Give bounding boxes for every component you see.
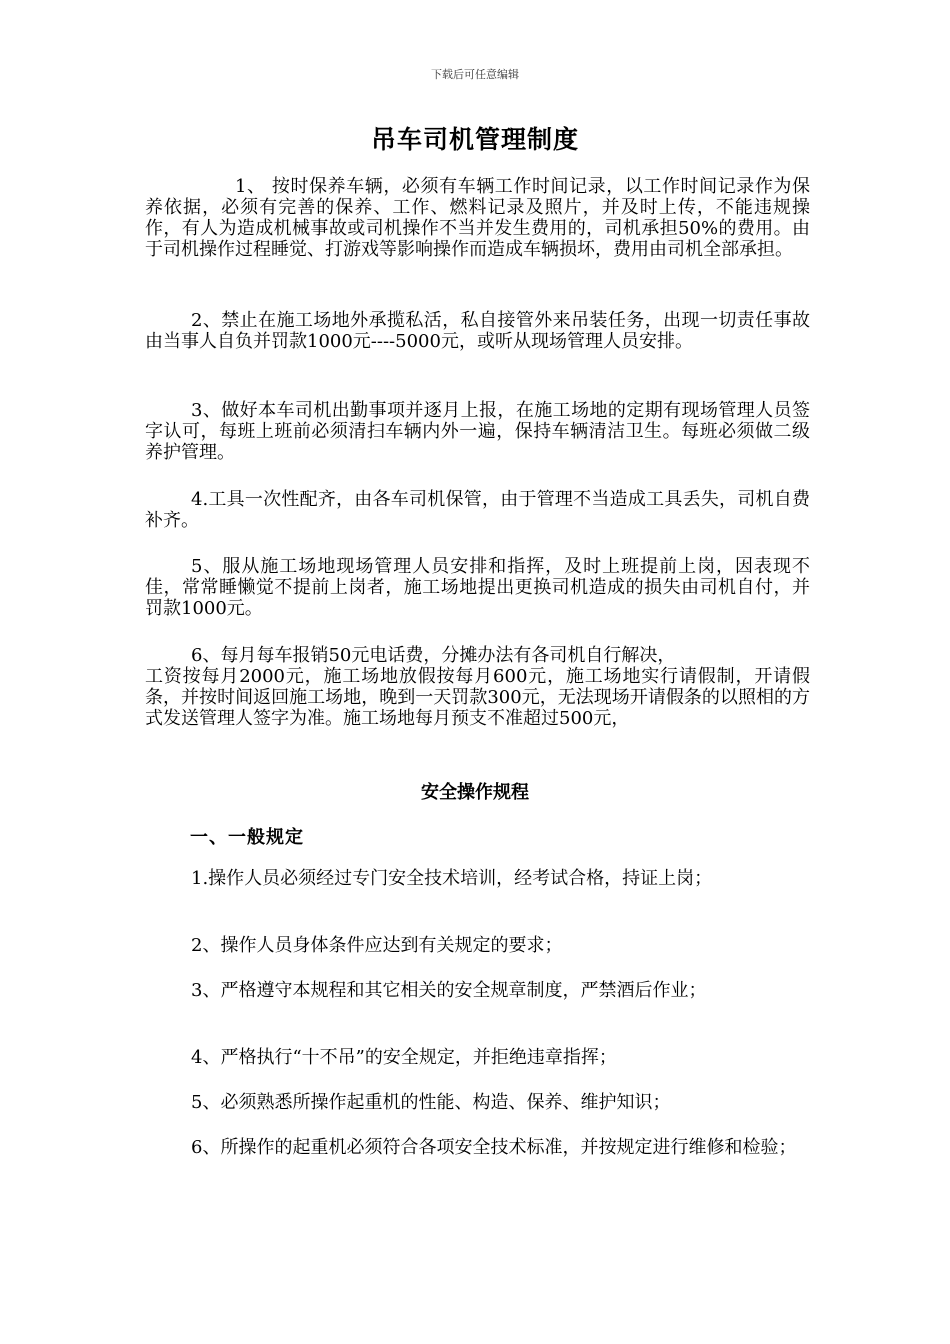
rule-4: 4、严格执行“十不吊”的安全规定，并拒绝违章指挥； (191, 1047, 617, 1068)
rule-6: 6、所操作的起重机必须符合各项安全技术标准，并按规定进行维修和检验； (191, 1137, 797, 1158)
paragraph-3: 3、做好本车司机出勤事项并逐月上报，在施工场地的定期有现场管理人员签字认可，每班上班前必须清扫车辆内外一遍，保持车辆清洁卫生。每班必须做二级养护管理。 (145, 400, 810, 463)
rule-5: 5、必须熟悉所操作起重机的性能、构造、保养、维护知识； (191, 1092, 671, 1113)
paragraph-2: 2、禁止在施工场地外承揽私活，私自接管外来吊装任务，出现一切责任事故由当事人自负并罚款1000元----5000元，或听从现场管理人员安排。 (145, 310, 810, 352)
paragraph-6 (145, 645, 810, 729)
header-note: 下载后可任意编辑 (431, 68, 519, 81)
paragraph-4: 4.工具一次性配齐，由各车司机保管，由于管理不当造成工具丢失，司机自费补齐。 (145, 489, 810, 531)
section-title: 安全操作规程 (421, 782, 529, 803)
document-title: 吊车司机管理制度 (370, 125, 579, 154)
paragraph-5: 5、服从施工场地现场管理人员安排和指挥，及时上班提前上岗，因表现不佳，常常睡懒觉不提前上岗者，施工场地提出更换司机造成的损失由司机自付，并罚款1000元。 (145, 556, 810, 619)
rule-3: 3、严格遵守本规程和其它相关的安全规章制度，严禁酒后作业； (191, 980, 707, 1001)
paragraph-1: 1、 按时保养车辆，必须有车辆工作时间记录，以工作时间记录作为保养依据，必须有完善的保养、工作、燃料记录及照片，并及时上传，不能违规操作，有人为造成机械事故或司机操作不当并发生费用的，司机承担50%的费用。由于司机操作过程睡觉、打游戏等影响操作而造成车辆损坏，费用由司机全部承担。 (145, 176, 810, 260)
paragraph-6-rest: 工资按每月2000元，施工场地放假按每月600元，施工场地实行请假制，开请假条，并按时间返回施工场地，晚到一天罚款300元，无法现场开请假条的以照相的方式发送管理人签字为准。施工场地每月预支不准超过500元， (145, 666, 810, 729)
rule-2: 2、操作人员身体条件应达到有关规定的要求； (191, 935, 563, 956)
paragraph-6-first-line: 6、每月每车报销50元电话费，分摊办法有各司机自行解决， (191, 645, 676, 666)
rule-1: 1.操作人员必须经过专门安全技术培训，经考试合格，持证上岗； (191, 868, 713, 889)
sub-heading-general-rules: 一、一般规定 (190, 827, 304, 848)
